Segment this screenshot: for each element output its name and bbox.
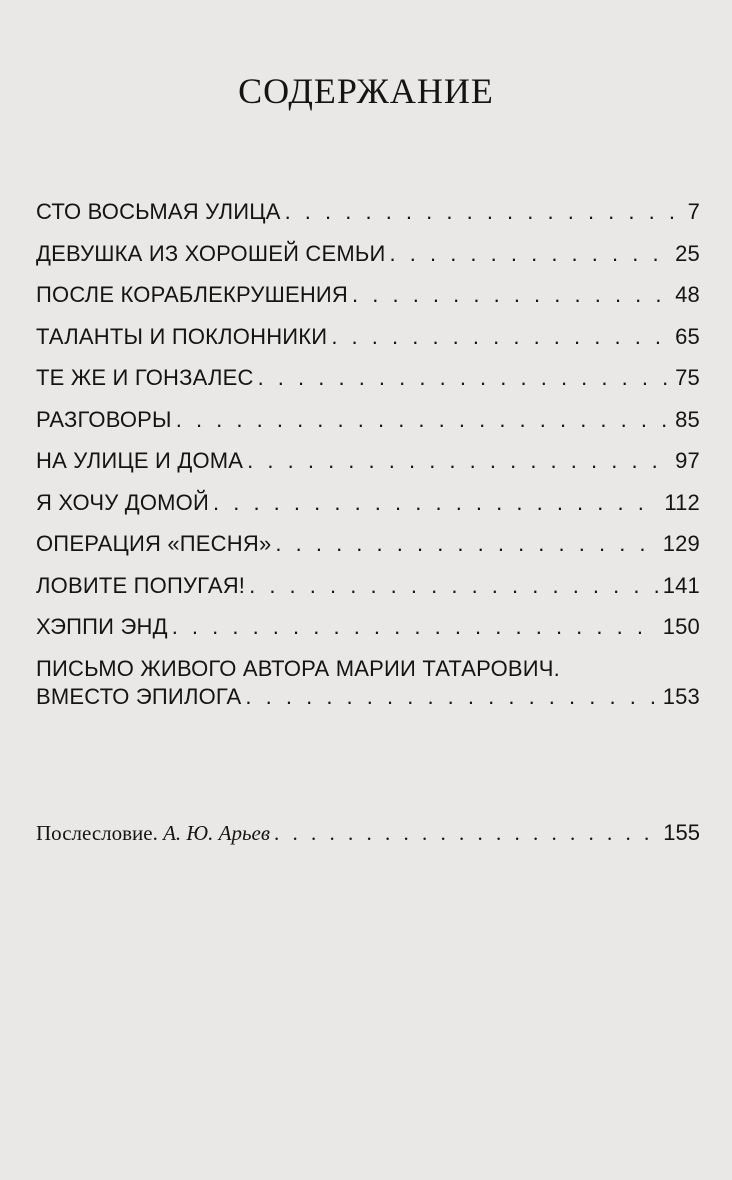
afterword-label: Послесловие. (36, 821, 158, 845)
dot-leader (213, 489, 660, 517)
toc-entry (36, 530, 700, 558)
dot-leader (275, 530, 658, 558)
toc-entry-page: 75 (675, 365, 700, 390)
afterword-entry (36, 820, 700, 846)
toc-entry-title: РАЗГОВОРЫ (36, 406, 172, 432)
dot-leader (247, 447, 671, 475)
afterword-page: 155 (663, 820, 700, 845)
afterword-title (36, 821, 270, 846)
toc-entry-page: 65 (675, 323, 700, 349)
toc-entry (36, 364, 700, 392)
toc-entry (36, 406, 700, 434)
toc-entry-title: ТАЛАНТЫ И ПОКЛОННИКИ (36, 323, 328, 349)
dot-leader (331, 323, 671, 351)
toc-entry-page: 25 (675, 240, 700, 266)
dot-leader (352, 281, 671, 309)
toc-entry-title: ОПЕРАЦИЯ «ПЕСНЯ» (36, 531, 272, 556)
toc-entry-title: ХЭППИ ЭНД (36, 614, 168, 639)
toc-entry-title: НА УЛИЦЕ И ДОМА (36, 448, 244, 473)
toc-entry-page: 97 (675, 448, 700, 473)
table-of-contents (36, 198, 700, 724)
toc-entry-title: ТЕ ЖЕ И ГОНЗАЛЕС (36, 365, 254, 390)
toc-entry (36, 655, 700, 711)
dot-leader (390, 240, 672, 268)
dot-leader (172, 613, 659, 641)
toc-entry (36, 489, 700, 517)
toc-entry (36, 240, 700, 268)
toc-entry-page: 153 (662, 683, 700, 709)
toc-entry-title: ЛОВИТЕ ПОПУГАЯ! (36, 572, 246, 598)
toc-entry-title-line2: ВМЕСТО ЭПИЛОГА (36, 683, 242, 709)
page-title: СОДЕРЖАНИЕ (238, 71, 494, 111)
toc-entry (36, 198, 700, 226)
toc-entry-title: СТО ВОСЬМАЯ УЛИЦА (36, 199, 281, 224)
toc-entry (36, 447, 700, 475)
toc-entry-title-line1: ПИСЬМО ЖИВОГО АВТОРА МАРИИ ТАТАРОВИЧ. (36, 655, 560, 681)
dot-leader (285, 198, 684, 226)
toc-entry-page: 48 (675, 282, 700, 307)
toc-entry (36, 572, 700, 600)
dot-leader (258, 364, 672, 392)
toc-entry (36, 281, 700, 309)
dot-leader (249, 572, 659, 600)
toc-entry-page: 112 (664, 489, 700, 515)
toc-entry-page: 7 (687, 199, 700, 224)
toc-entry-page: 141 (662, 572, 700, 598)
toc-entry-page: 85 (675, 406, 700, 432)
toc-entry (36, 613, 700, 641)
dot-leader (176, 406, 671, 434)
afterword-author: А. Ю. Арьев (163, 821, 270, 845)
toc-entry-page: 150 (662, 614, 700, 639)
toc-entry-page: 129 (662, 531, 700, 556)
toc-entry-title: Я ХОЧУ ДОМОЙ (36, 489, 209, 515)
dot-leader (274, 821, 659, 846)
dot-leader (245, 683, 658, 711)
toc-entry-title: ПОСЛЕ КОРАБЛЕКРУШЕНИЯ (36, 282, 349, 307)
toc-entry (36, 323, 700, 351)
toc-entry-title: ДЕВУШКА ИЗ ХОРОШЕЙ СЕМЬИ (36, 240, 386, 266)
